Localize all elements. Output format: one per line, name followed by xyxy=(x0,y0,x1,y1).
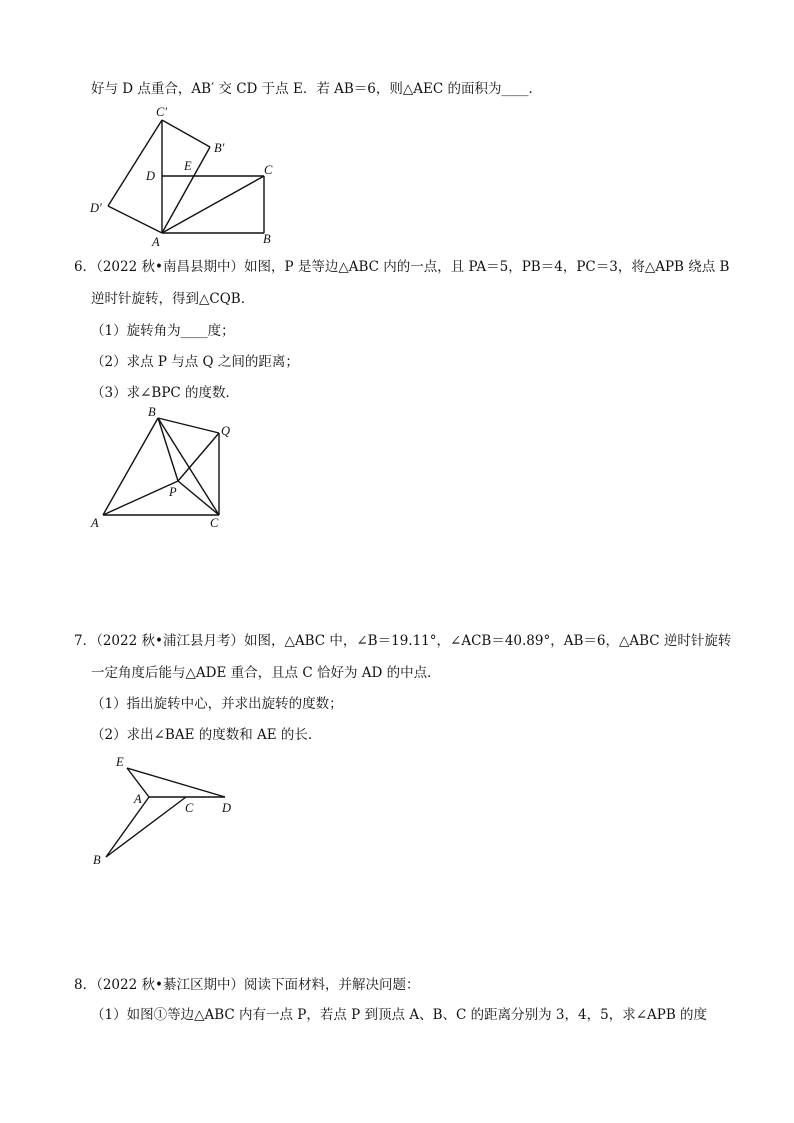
label-b-prime: B′ xyxy=(214,141,225,155)
q6-stem-line2: 逆时针旋转，得到△CQB． xyxy=(91,291,255,307)
label-c: C xyxy=(210,516,219,530)
q7-stem-line2: 一定角度后能与△ADE 重合，且点 C 恰好为 AD 的中点． xyxy=(91,665,441,681)
edge-a-b xyxy=(106,797,149,857)
q7-rotation-figure xyxy=(85,752,245,872)
label-c-prime: C′ xyxy=(156,105,168,119)
edge-p-c xyxy=(178,481,219,515)
label-a: A xyxy=(134,792,142,806)
label-c: C xyxy=(185,801,194,815)
edge-a-b xyxy=(103,418,158,515)
q6-part2: （2）求点 P 与点 Q 之间的距离； xyxy=(91,354,299,370)
label-d-prime: D′ xyxy=(90,201,102,215)
label-b: B xyxy=(263,232,271,246)
q8-stem-line1: 8．（2022 秋•綦江区期中）阅读下面材料，并解决问题： xyxy=(74,977,420,993)
q7-stem-line1: 7．（2022 秋•浦江县月考）如图，△ABC 中，∠B＝19.11°，∠ACB＝40.89°，AB＝6，△ABC 逆时针旋转 xyxy=(74,633,732,649)
label-e: E xyxy=(116,755,124,769)
edge-b-p xyxy=(158,418,178,481)
label-d: D xyxy=(222,801,232,815)
edge-d1-a xyxy=(108,206,162,233)
q7-part1: （1）指出旋转中心，并求出旋转的度数； xyxy=(91,696,343,712)
label-c: C xyxy=(264,163,273,177)
edge-p-q xyxy=(178,433,219,481)
edge-e-d xyxy=(127,768,225,797)
edge-c1-b1 xyxy=(162,120,210,147)
label-b: B xyxy=(148,405,156,419)
q6-stem-line1: 6．（2022 秋•南昌县期中）如图，P 是等边△ABC 内的一点，且 PA＝5，PB＝4，PC＝3，将△APB 绕点 B xyxy=(74,259,730,275)
edge-c1-d1 xyxy=(108,120,162,206)
label-a: A xyxy=(152,235,160,249)
q5-tail-text: 好与 D 点重合，AB′ 交 CD 于点 E．若 AB＝6，则△AEC 的面积为____． xyxy=(91,81,542,97)
label-a: A xyxy=(91,516,99,530)
q8-part1: （1）如图①等边△ABC 内有一点 P，若点 P 到顶点 A、B、C 的距离分别为 3，4，5，求∠APB 的度 xyxy=(91,1007,708,1023)
label-e: E xyxy=(184,159,192,173)
label-d: D xyxy=(146,169,156,183)
q6-triangle-figure xyxy=(85,402,245,532)
edge-a-p xyxy=(103,481,178,515)
q6-part3: （3）求∠BPC 的度数． xyxy=(91,385,240,401)
q5-rotation-figure xyxy=(80,100,280,250)
label-p: P xyxy=(169,485,177,499)
label-b: B xyxy=(93,853,101,867)
edge-b-c xyxy=(158,418,219,515)
edge-b-q xyxy=(158,418,219,433)
q7-part2: （2）求出∠BAE 的度数和 AE 的长． xyxy=(91,727,322,743)
label-q: Q xyxy=(221,424,231,438)
q6-part1: （1）旋转角为____度； xyxy=(91,323,235,339)
edge-b-c xyxy=(106,797,186,857)
